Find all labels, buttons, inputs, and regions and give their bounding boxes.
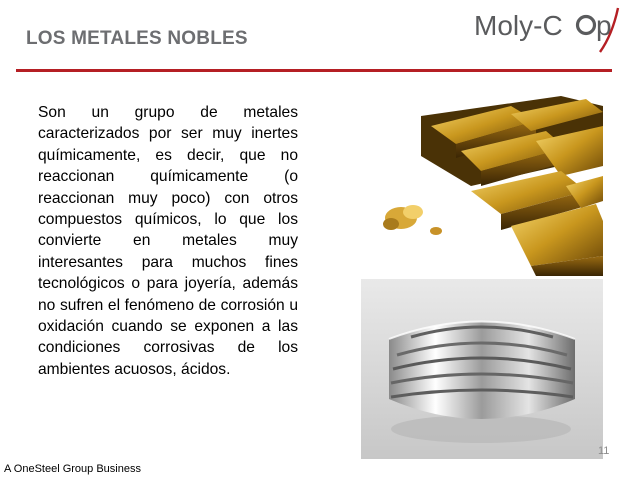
slide-title: LOS METALES NOBLES xyxy=(26,28,248,49)
logo-text-right: p xyxy=(596,10,612,41)
logo-text-left: Moly-C xyxy=(474,10,563,41)
moly-cop-logo xyxy=(472,4,622,60)
title-divider xyxy=(16,69,612,72)
body-paragraph: Son un grupo de metales caracterizados por ser muy inertes químicamente, es decir, que no reaccionan químicamente (o reaccionan muy poco) con otros compuestos químicos, lo que los convierte en metales muy interesantes para muchos fines tecnológicos o para joyería, además no sufren el fenómeno de corrosión u oxidación cuando se exponen a las condiciones corrosivas de los ambientes acuosos, ácidos. xyxy=(38,104,298,378)
footer-text: A OneSteel Group Business xyxy=(4,463,141,475)
gold-bars-photo xyxy=(361,96,603,276)
page-number: 11 xyxy=(598,445,610,457)
silver-ring-photo xyxy=(361,279,603,459)
logo-o-ring xyxy=(578,17,595,34)
